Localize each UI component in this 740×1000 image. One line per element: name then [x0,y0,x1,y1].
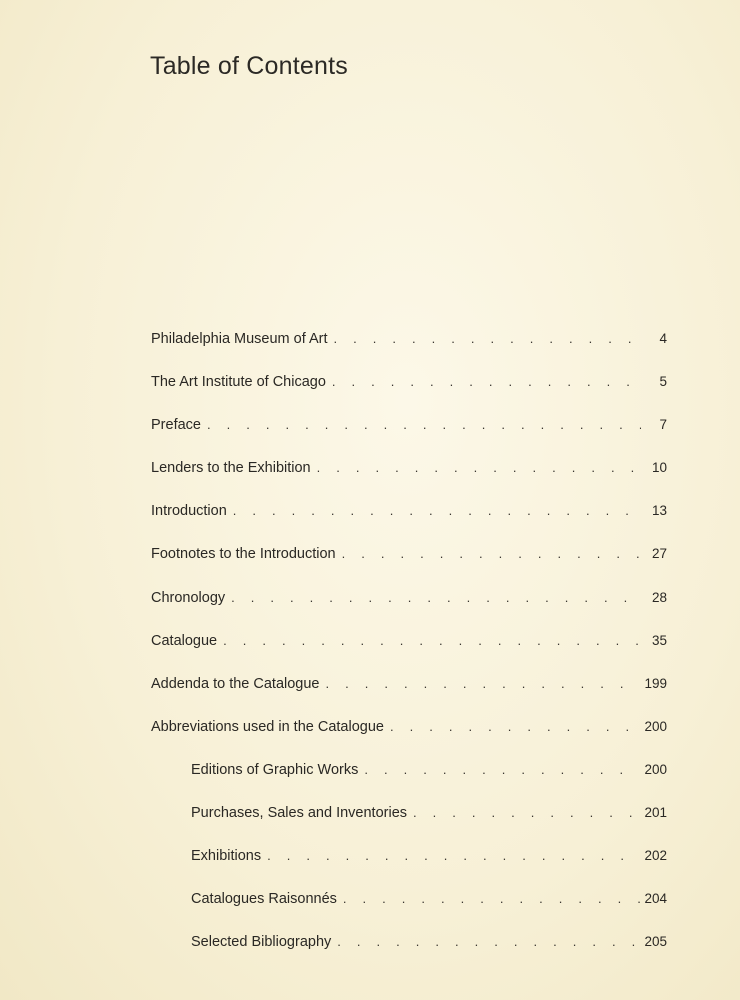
toc-entry-label: Exhibitions [191,848,262,865]
dot-leader [231,585,641,611]
toc-entry-page: 4 [659,331,667,346]
dot-leader [364,757,640,783]
toc-entry [151,671,667,714]
dot-leader [334,326,641,352]
dot-leader [317,455,641,481]
dot-leader [326,671,641,697]
toc-entry [151,498,667,541]
toc-entry-page: 201 [644,805,667,821]
toc-entry-label: Philadelphia Museum of Art [151,331,328,347]
page-title: Table of Contents [150,52,348,80]
toc-entry-label: Footnotes to the Introduction [151,546,336,563]
toc-entry [151,628,667,671]
toc-subentry [151,757,667,800]
toc-entry-label: Introduction [151,503,227,520]
toc-entry-page: 7 [659,417,667,433]
dot-leader [342,541,641,567]
toc-entry-label: Catalogue [151,632,218,649]
toc-entry-label: Selected Bibliography [191,934,332,951]
toc-entry-page: 204 [644,891,667,907]
toc-entry-page: 35 [651,632,667,648]
toc-entry-page: 10 [651,460,667,476]
dot-leader [267,843,640,869]
toc-entry [151,714,667,757]
dot-leader [233,498,641,524]
dot-leader [337,929,640,955]
toc-entry-label: Editions of Graphic Works [191,761,359,778]
table-of-contents [151,326,667,972]
toc-entry-page: 202 [644,848,667,864]
toc-subentry [151,843,667,886]
toc-entry-label: Lenders to the Exhibition [151,460,311,477]
toc-entry-label: Abbreviations used in the Catalogue [151,718,384,735]
toc-subentry [151,800,667,843]
dot-leader [223,628,641,654]
dot-leader [390,714,641,740]
toc-entry-page: 200 [644,761,667,777]
toc-entry [151,326,667,369]
toc-entry-page: 200 [644,718,667,734]
toc-entry-page: 205 [644,934,667,950]
dot-leader [343,886,641,912]
toc-entry-page: 27 [651,546,667,562]
toc-entry-page: 28 [651,589,667,605]
toc-entry [151,412,667,455]
toc-entry [151,541,667,584]
toc-entry-label: The Art Institute of Chicago [151,374,326,391]
toc-entry [151,455,667,498]
dot-leader [207,412,641,438]
dot-leader [332,369,641,395]
toc-entry-page: 13 [651,503,667,519]
toc-subentry [151,929,667,972]
toc-entry-label: Catalogues Raisonnés [191,891,337,908]
toc-entry-label: Preface [151,417,201,434]
toc-subentry [151,886,667,929]
toc-entry [151,369,667,412]
toc-entry-label: Chronology [151,589,226,606]
toc-entry-page: 5 [659,374,667,390]
dot-leader [413,800,640,826]
toc-entry-label: Addenda to the Catalogue [151,675,320,692]
toc-entry [151,585,667,628]
toc-entry-label: Purchases, Sales and Inventories [191,805,408,822]
toc-entry-page: 199 [644,675,667,691]
